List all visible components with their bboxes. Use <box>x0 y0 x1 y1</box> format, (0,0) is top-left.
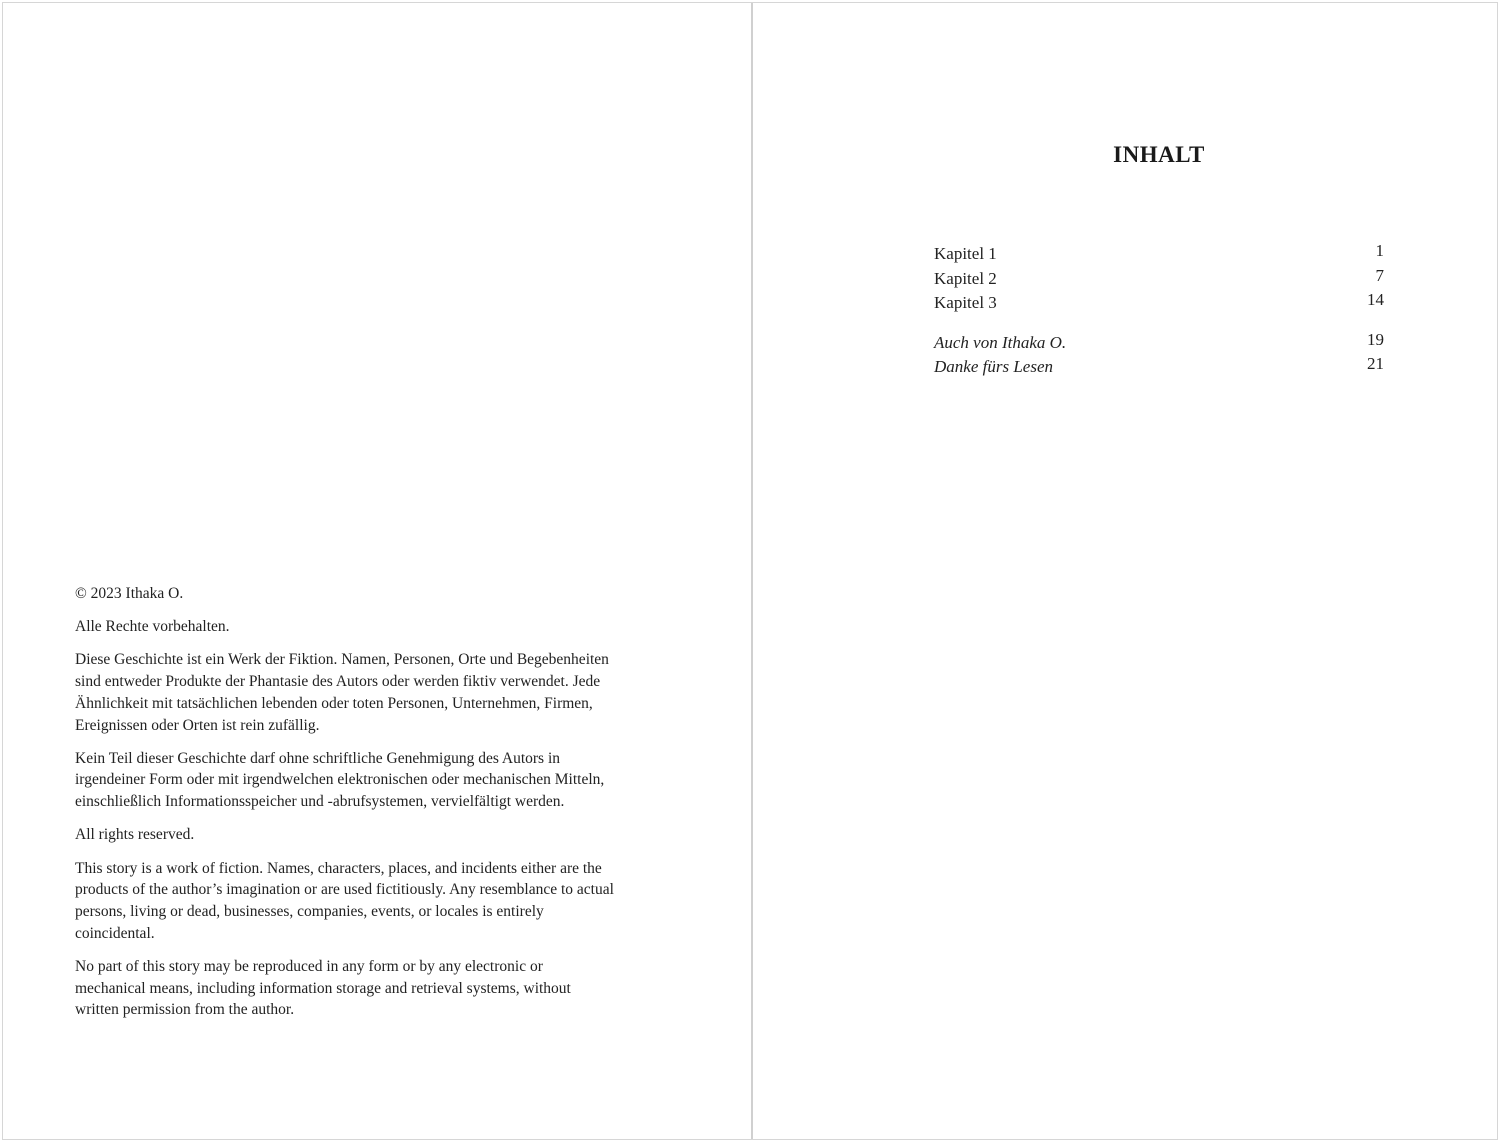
toc-entry-page: 14 <box>1367 290 1384 309</box>
copyright-line: © 2023 Ithaka O. <box>75 585 184 602</box>
toc-entry-page: 1 <box>1375 241 1384 260</box>
table-of-contents <box>934 240 1384 378</box>
rights-reserved-en: All rights reserved. <box>75 826 195 844</box>
toc-entry-page: 19 <box>1367 329 1384 349</box>
book-spread <box>2 2 1498 1140</box>
toc-entry-chapter-2[interactable] <box>934 265 1384 290</box>
toc-entry-thanks[interactable] <box>934 353 1384 378</box>
toc-entry-page: 7 <box>1375 265 1384 285</box>
toc-entry-label: Kapitel 3 <box>934 293 997 312</box>
fiction-disclaimer-en: This story is a work of fiction. Names, characters, places, and incidents either are the products of the author’s imagination or are used fictitiously. Any resemblance to actual persons, living or dead, businesses, companies, events, or locales is entirely coincidental. <box>75 859 614 942</box>
toc-entry-label: Auch von Ithaka O. <box>934 332 1067 352</box>
reproduction-notice-en: No part of this story may be reproduced in any form or by any electronic or mechanical means, including information storage and retrieval systems, without written permission from the author. <box>75 957 571 1019</box>
toc-title: INHALT <box>1113 142 1205 167</box>
fiction-disclaimer-de: Diese Geschichte ist ein Werk der Fiktion. Namen, Personen, Orte und Begebenheiten sind entweder Produkte der Phantasie des Autors oder werden fiktiv verwendet. Jede Ähnlichkeit mit tatsächlichen lebenden oder toten Personen, Unternehmen, Firmen, Ereignissen oder Orten ist rein zufällig. <box>75 651 609 734</box>
reproduction-notice-de: Kein Teil dieser Geschichte darf ohne schriftliche Genehmigung des Autors in irgendeiner Form oder mit irgendwelchen elektronischen oder mechanischen Mitteln, einschließlich Informationsspeicher und -abrufsystemen, vervielfältigt werden. <box>75 749 605 811</box>
toc-entry-label: Danke fürs Lesen <box>934 357 1053 376</box>
copyright-page <box>75 583 615 1032</box>
toc-entry-label: Kapitel 1 <box>934 244 997 263</box>
toc-group-spacer <box>934 314 1384 329</box>
toc-entry-chapter-3[interactable] <box>934 289 1384 314</box>
toc-entry-page: 21 <box>1367 354 1384 373</box>
page-gutter <box>751 3 753 1139</box>
toc-entry-chapter-1[interactable] <box>934 240 1384 265</box>
rights-reserved-de: Alle Rechte vorbehalten. <box>75 618 230 636</box>
toc-entry-also-by[interactable] <box>934 329 1384 354</box>
toc-entry-label: Kapitel 2 <box>934 268 997 288</box>
